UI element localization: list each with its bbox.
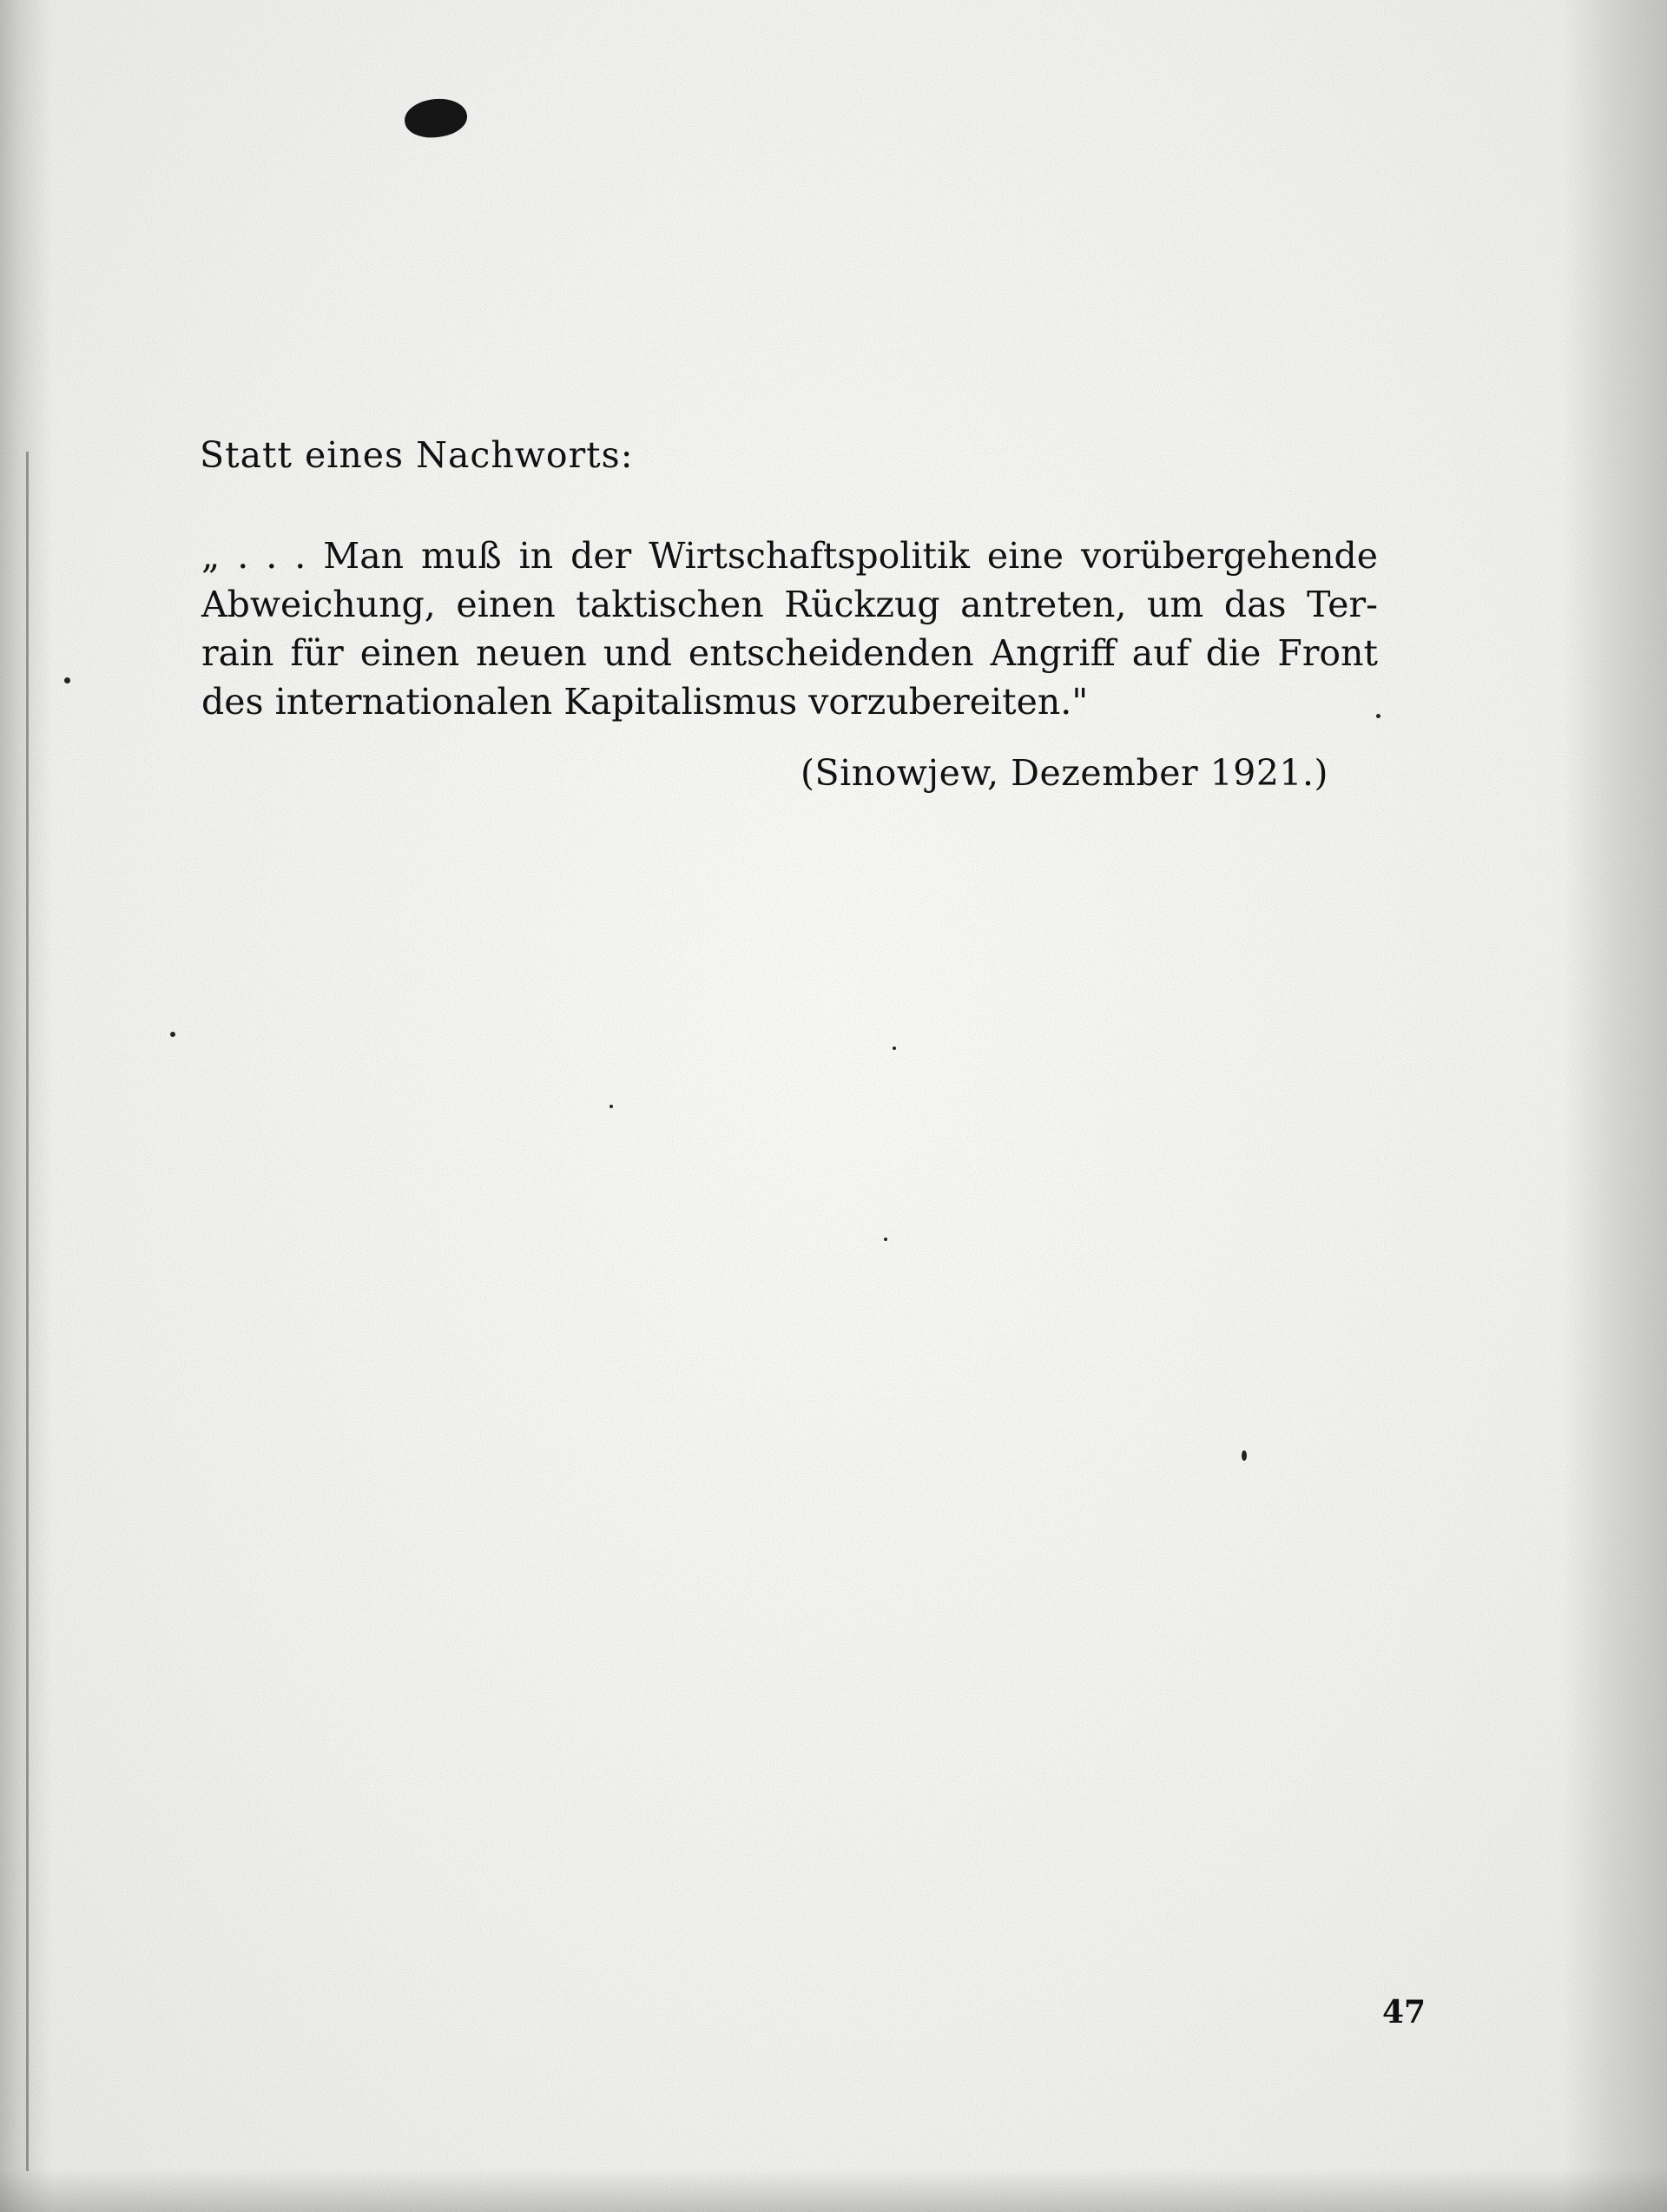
quote-line: rain für einen neuen und entscheidenden Angriff auf die Front	[201, 632, 1378, 674]
bottom-page-edge-shadow	[0, 2169, 1667, 2212]
section-heading: Statt eines Nachworts:	[200, 434, 634, 476]
speck	[884, 1238, 887, 1241]
quote-citation: (Sinowjew, Dezember 1921.)	[801, 752, 1329, 794]
quote-line: „ . . . Man muß in der Wirtschaftspolitik eine vorübergehende	[201, 535, 1378, 577]
speck	[609, 1105, 613, 1108]
speck	[170, 1032, 175, 1037]
quote-line: des internationalen Kapitalismus vorzubereiten."	[201, 681, 1089, 723]
right-page-edge-shadow	[1563, 0, 1667, 2212]
quotation-block	[201, 532, 1382, 726]
binding-line	[26, 452, 29, 2171]
quote-line: Abweichung, einen taktischen Rückzug antreten, um das Ter-	[201, 584, 1378, 625]
speck	[893, 1047, 896, 1050]
speck	[1242, 1450, 1247, 1461]
page-number: 47	[1382, 1994, 1427, 2030]
speck	[64, 677, 70, 683]
